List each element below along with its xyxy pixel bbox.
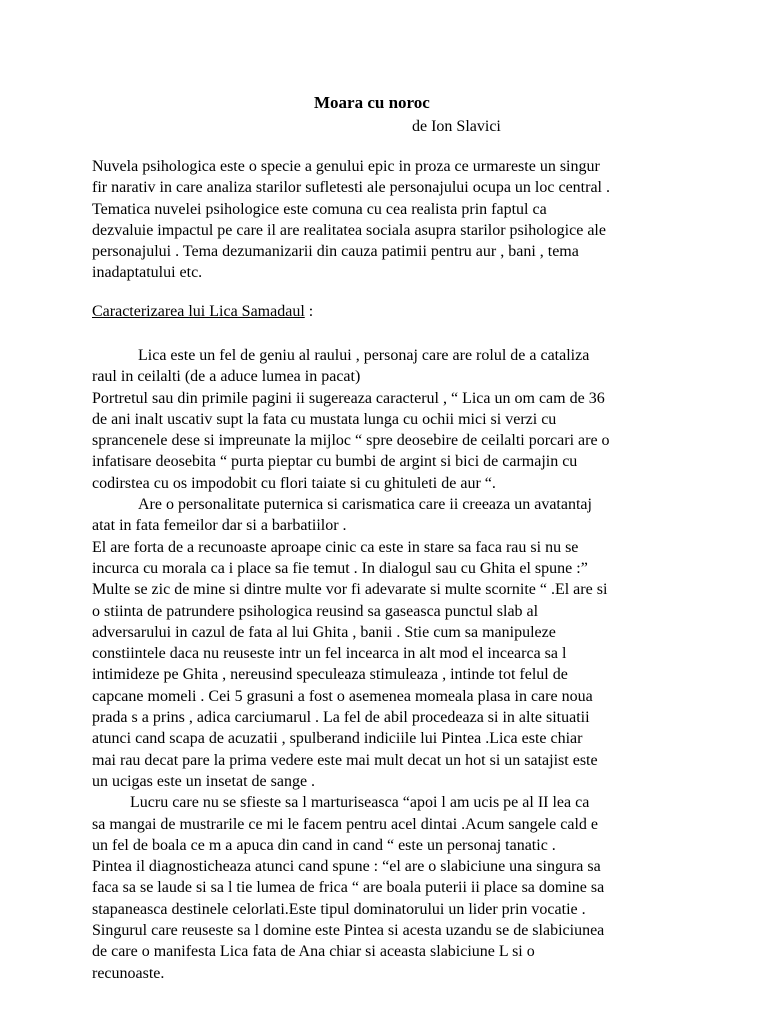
body-line: raul in ceilalti (de a aduce lumea in pacat) [92, 368, 361, 386]
body-line: capcane momeli . Cei 5 grasuni a fost o asemenea momeala plasa in care noua [92, 687, 593, 705]
body-line: atunci cand scapa de acuzatii , spulberand indiciile lui Pintea .Lica este chiar [92, 730, 583, 748]
body-line: stapaneasca destinele celorlati.Este tipul dominatorului un lider prin vocatie . [92, 900, 586, 918]
body-line: infatisare deosebita “ purta pieptar cu bumbi de argint si bici de carmajin cu [92, 453, 578, 471]
body-line: Lica este un fel de geniu al raului , personaj care are rolul de a cataliza [138, 347, 590, 364]
body-line: un fel de boala ce m a apuca din cand in cand “ este un personaj tanatic . [92, 836, 556, 854]
body-line: de care o manifesta Lica fata de Ana chiar si aceasta slabiciune L si o [92, 943, 535, 961]
body-line: un ucigas este un insetat de sange . [92, 772, 316, 790]
body-line: prada s a prins , adica carciumarul . La fel de abil procedeaza si in alte situatii [92, 709, 590, 727]
intro-paragraph [92, 156, 712, 284]
body-line: Multe se zic de mine si dintre multe vor fi adevarate si multe scornite “ .El are si [92, 581, 608, 599]
intro-line: Tematica nuvelei psihologice este comuna cu cea realista prin faptul ca [92, 200, 547, 218]
body-line: Lucru care nu se sfieste sa l marturiseasca “apoi l am ucis pe al II lea ca [130, 794, 590, 812]
intro-line: inadaptatului etc. [92, 264, 203, 282]
intro-line: dezvaluie impactul pe care il are realitatea sociala asupra starilor psihologice ale [92, 221, 606, 239]
body-line: constiintele daca nu reuseste intr un fel incearca in alt mod el incearca sa l [92, 645, 567, 663]
document-title: Moara cu noroc [314, 93, 430, 112]
body-line: adversarului in cazul de fata al lui Ghita , banii . Stie cum sa manipuleze [92, 623, 556, 641]
body-line: Portretul sau din primile pagini ii sugereaza caracterul , “ Lica un om cam de 36 [92, 389, 605, 407]
body-line: El are forta de a recunoaste aproape cinic ca este in stare sa faca rau si nu se [92, 538, 579, 556]
main-body [92, 345, 712, 984]
section-heading-text: Caracterizarea lui Lica Samadaul [92, 303, 305, 320]
body-line: faca sa se laude si sa l tie lumea de frica “ are boala puterii ii place sa domine sa [92, 879, 605, 897]
body-line: atat in fata femeilor dar si a barbatiilor . [92, 517, 347, 535]
body-line: sa mangai de mustrarile ce mi le facem pentru acel dintai .Acum sangele cald e [92, 815, 598, 833]
body-line: o stiinta de patrundere psihologica reusind sa gaseasca punctul slab al [92, 602, 539, 620]
body-line: recunoaste. [92, 964, 165, 982]
body-line: de ani inalt uscativ supt la fata cu mustata lunga cu ochii mici si verzi cu [92, 410, 557, 428]
body-line: incurca cu morala ca i place sa fie temut . In dialogul sau cu Ghita el spune :” [92, 559, 588, 577]
body-line: Are o personalitate puternica si carismatica care ii creeaza un avatantaj [138, 496, 592, 514]
document-author: de Ion Slavici [412, 118, 501, 135]
body-line: Pintea il diagnosticheaza atunci cand spune : “el are o slabiciune una singura sa [92, 858, 601, 876]
body-line: mai rau decat pare la prima vedere este mai mult decat un hot si un satajist este [92, 751, 598, 769]
body-line: codirstea cu os impodobit cu flori taiate si cu ghituleti de aur “. [92, 474, 496, 492]
section-heading [92, 301, 712, 322]
section-heading-suffix: : [304, 303, 314, 320]
body-line: Singurul care reuseste sa l domine este Pintea si acesta uzandu se de slabiciunea [92, 922, 605, 940]
intro-line: Nuvela psihologica este o specie a genului epic in proza ce urmareste un singur [92, 158, 600, 175]
intro-line: personajului . Tema dezumanizarii din cauza patimii pentru aur , bani , tema [92, 243, 579, 261]
intro-line: fir narativ in care analiza starilor sufletesti ale personajului ocupa un loc central . [92, 179, 610, 197]
body-line: sprancenele dese si impreunate la mijloc “ spre deosebire de ceilalti porcari are o [92, 432, 610, 450]
body-line: intimideze pe Ghita , nereusind speculeaza stimuleaza , intinde tot felul de [92, 666, 568, 684]
